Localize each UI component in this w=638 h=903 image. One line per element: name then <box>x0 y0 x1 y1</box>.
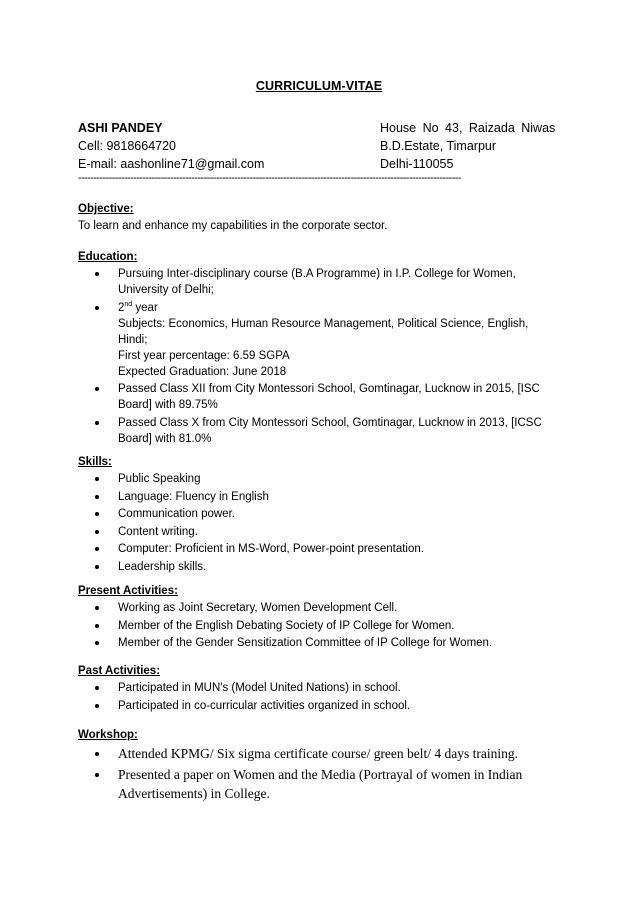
bullet-icon <box>95 641 99 645</box>
list-item <box>78 541 560 557</box>
list-item <box>78 471 560 487</box>
list-item <box>78 300 560 380</box>
bullet-icon <box>95 752 99 756</box>
bullet-icon <box>95 686 99 690</box>
bullet-icon <box>95 565 99 569</box>
list-item-text: Participated in MUN's (Model United Nations) in school. <box>118 682 401 694</box>
email-address: E-mail: aashonline71@gmail.com <box>78 157 265 171</box>
list-item <box>78 680 560 696</box>
address-line-1: House No 43, Raizada Niwas <box>380 121 556 135</box>
list-item <box>78 381 560 413</box>
bullet-icon <box>95 421 99 425</box>
bullet-icon <box>95 495 99 499</box>
list-item <box>78 266 560 298</box>
list-item <box>78 524 560 540</box>
bullet-icon <box>95 530 99 534</box>
list-item-text: Board] with 81.0% <box>118 432 212 445</box>
list-item-text: Passed Class X from City Montessori School, Gomtinagar, Lucknow in 2013, [ICSC <box>118 416 542 429</box>
present-activities-list <box>78 600 560 653</box>
skills-list <box>78 471 560 576</box>
bullet-icon <box>95 387 99 391</box>
list-item <box>78 618 560 634</box>
list-item-text: Hindi; <box>118 333 148 346</box>
present-activities-heading: Present Activities: <box>78 585 178 597</box>
bullet-icon <box>95 477 99 481</box>
workshop-list <box>78 744 560 805</box>
year-number: 2 <box>118 301 125 314</box>
bullet-icon <box>95 272 99 276</box>
year-suffix: nd <box>124 300 133 308</box>
header-divider: ----------------------------------------------------------------------------------------------------------------------------- <box>78 172 461 184</box>
list-item-text: Presented a paper on Women and the Media (Portrayal of women in Indian <box>118 767 523 782</box>
list-item-text: Computer: Proficient in MS-Word, Power-point presentation. <box>118 543 424 555</box>
list-item-text: Expected Graduation: June 2018 <box>118 365 287 378</box>
bullet-icon <box>95 606 99 610</box>
skills-heading: Skills: <box>78 456 112 468</box>
list-item-text: First year percentage: 6.59 SGPA <box>118 349 290 362</box>
bullet-icon <box>95 704 99 708</box>
list-item-text: Member of the English Debating Society of IP College for Women. <box>118 619 455 632</box>
list-item-text: University of Delhi; <box>118 284 214 296</box>
address-line-3: Delhi-110055 <box>380 157 454 171</box>
list-item <box>78 765 560 803</box>
bullet-icon <box>95 624 99 628</box>
objective-text: To learn and enhance my capabilities in the corporate sector. <box>78 220 388 232</box>
education-list <box>78 266 560 448</box>
list-item <box>78 635 560 651</box>
list-item-text: Pursuing Inter-disciplinary course (B.A Programme) in I.P. College for Women, <box>118 268 516 280</box>
workshop-heading: Workshop: <box>78 729 138 741</box>
list-item <box>78 506 560 522</box>
list-item <box>78 600 560 616</box>
list-item <box>78 489 560 505</box>
bullet-icon <box>95 306 99 310</box>
list-item-text: Leadership skills. <box>118 560 207 573</box>
list-item-text: Participated in co-curricular activities organized in school. <box>118 699 411 712</box>
past-activities-heading: Past Activities: <box>78 665 161 677</box>
list-item-text: Working as Joint Secretary, Women Development Cell. <box>118 602 398 614</box>
bullet-icon <box>95 547 99 551</box>
list-item-text: Passed Class XII from City Montessori School, Gomtinagar, Lucknow in 2015, [ISC <box>118 383 540 395</box>
education-heading: Education: <box>78 251 138 263</box>
bullet-icon <box>95 773 99 777</box>
list-item-text: Communication power. <box>118 508 235 520</box>
list-item-text: Member of the Gender Sensitization Committee of IP College for Women. <box>118 637 493 649</box>
address-line-2: B.D.Estate, Timarpur <box>380 139 497 153</box>
list-item <box>78 415 560 447</box>
list-item <box>78 744 560 763</box>
document-title: CURRICULUM-VITAE <box>255 79 383 93</box>
list-item-text: Board] with 89.75% <box>118 399 218 411</box>
past-activities-list <box>78 680 560 715</box>
list-item-text: Language: Fluency in English <box>118 490 269 503</box>
candidate-name: ASHI PANDEY <box>78 121 163 135</box>
phone-number: Cell: 9818664720 <box>78 139 176 153</box>
year-line <box>118 300 560 316</box>
list-item-text: Subjects: Economics, Human Resource Management, Political Science, English, <box>118 317 529 330</box>
bullet-icon <box>95 512 99 516</box>
list-item <box>78 698 560 714</box>
list-item-text: Advertisements) in College. <box>118 786 270 801</box>
objective-heading: Objective: <box>78 203 134 215</box>
list-item <box>78 559 560 575</box>
list-item-text: Content writing. <box>118 525 198 538</box>
list-item-text: Public Speaking <box>118 473 201 485</box>
year-word: year <box>132 301 158 314</box>
list-item-text: Attended KPMG/ Six sigma certificate course/ green belt/ 4 days training. <box>118 746 519 761</box>
